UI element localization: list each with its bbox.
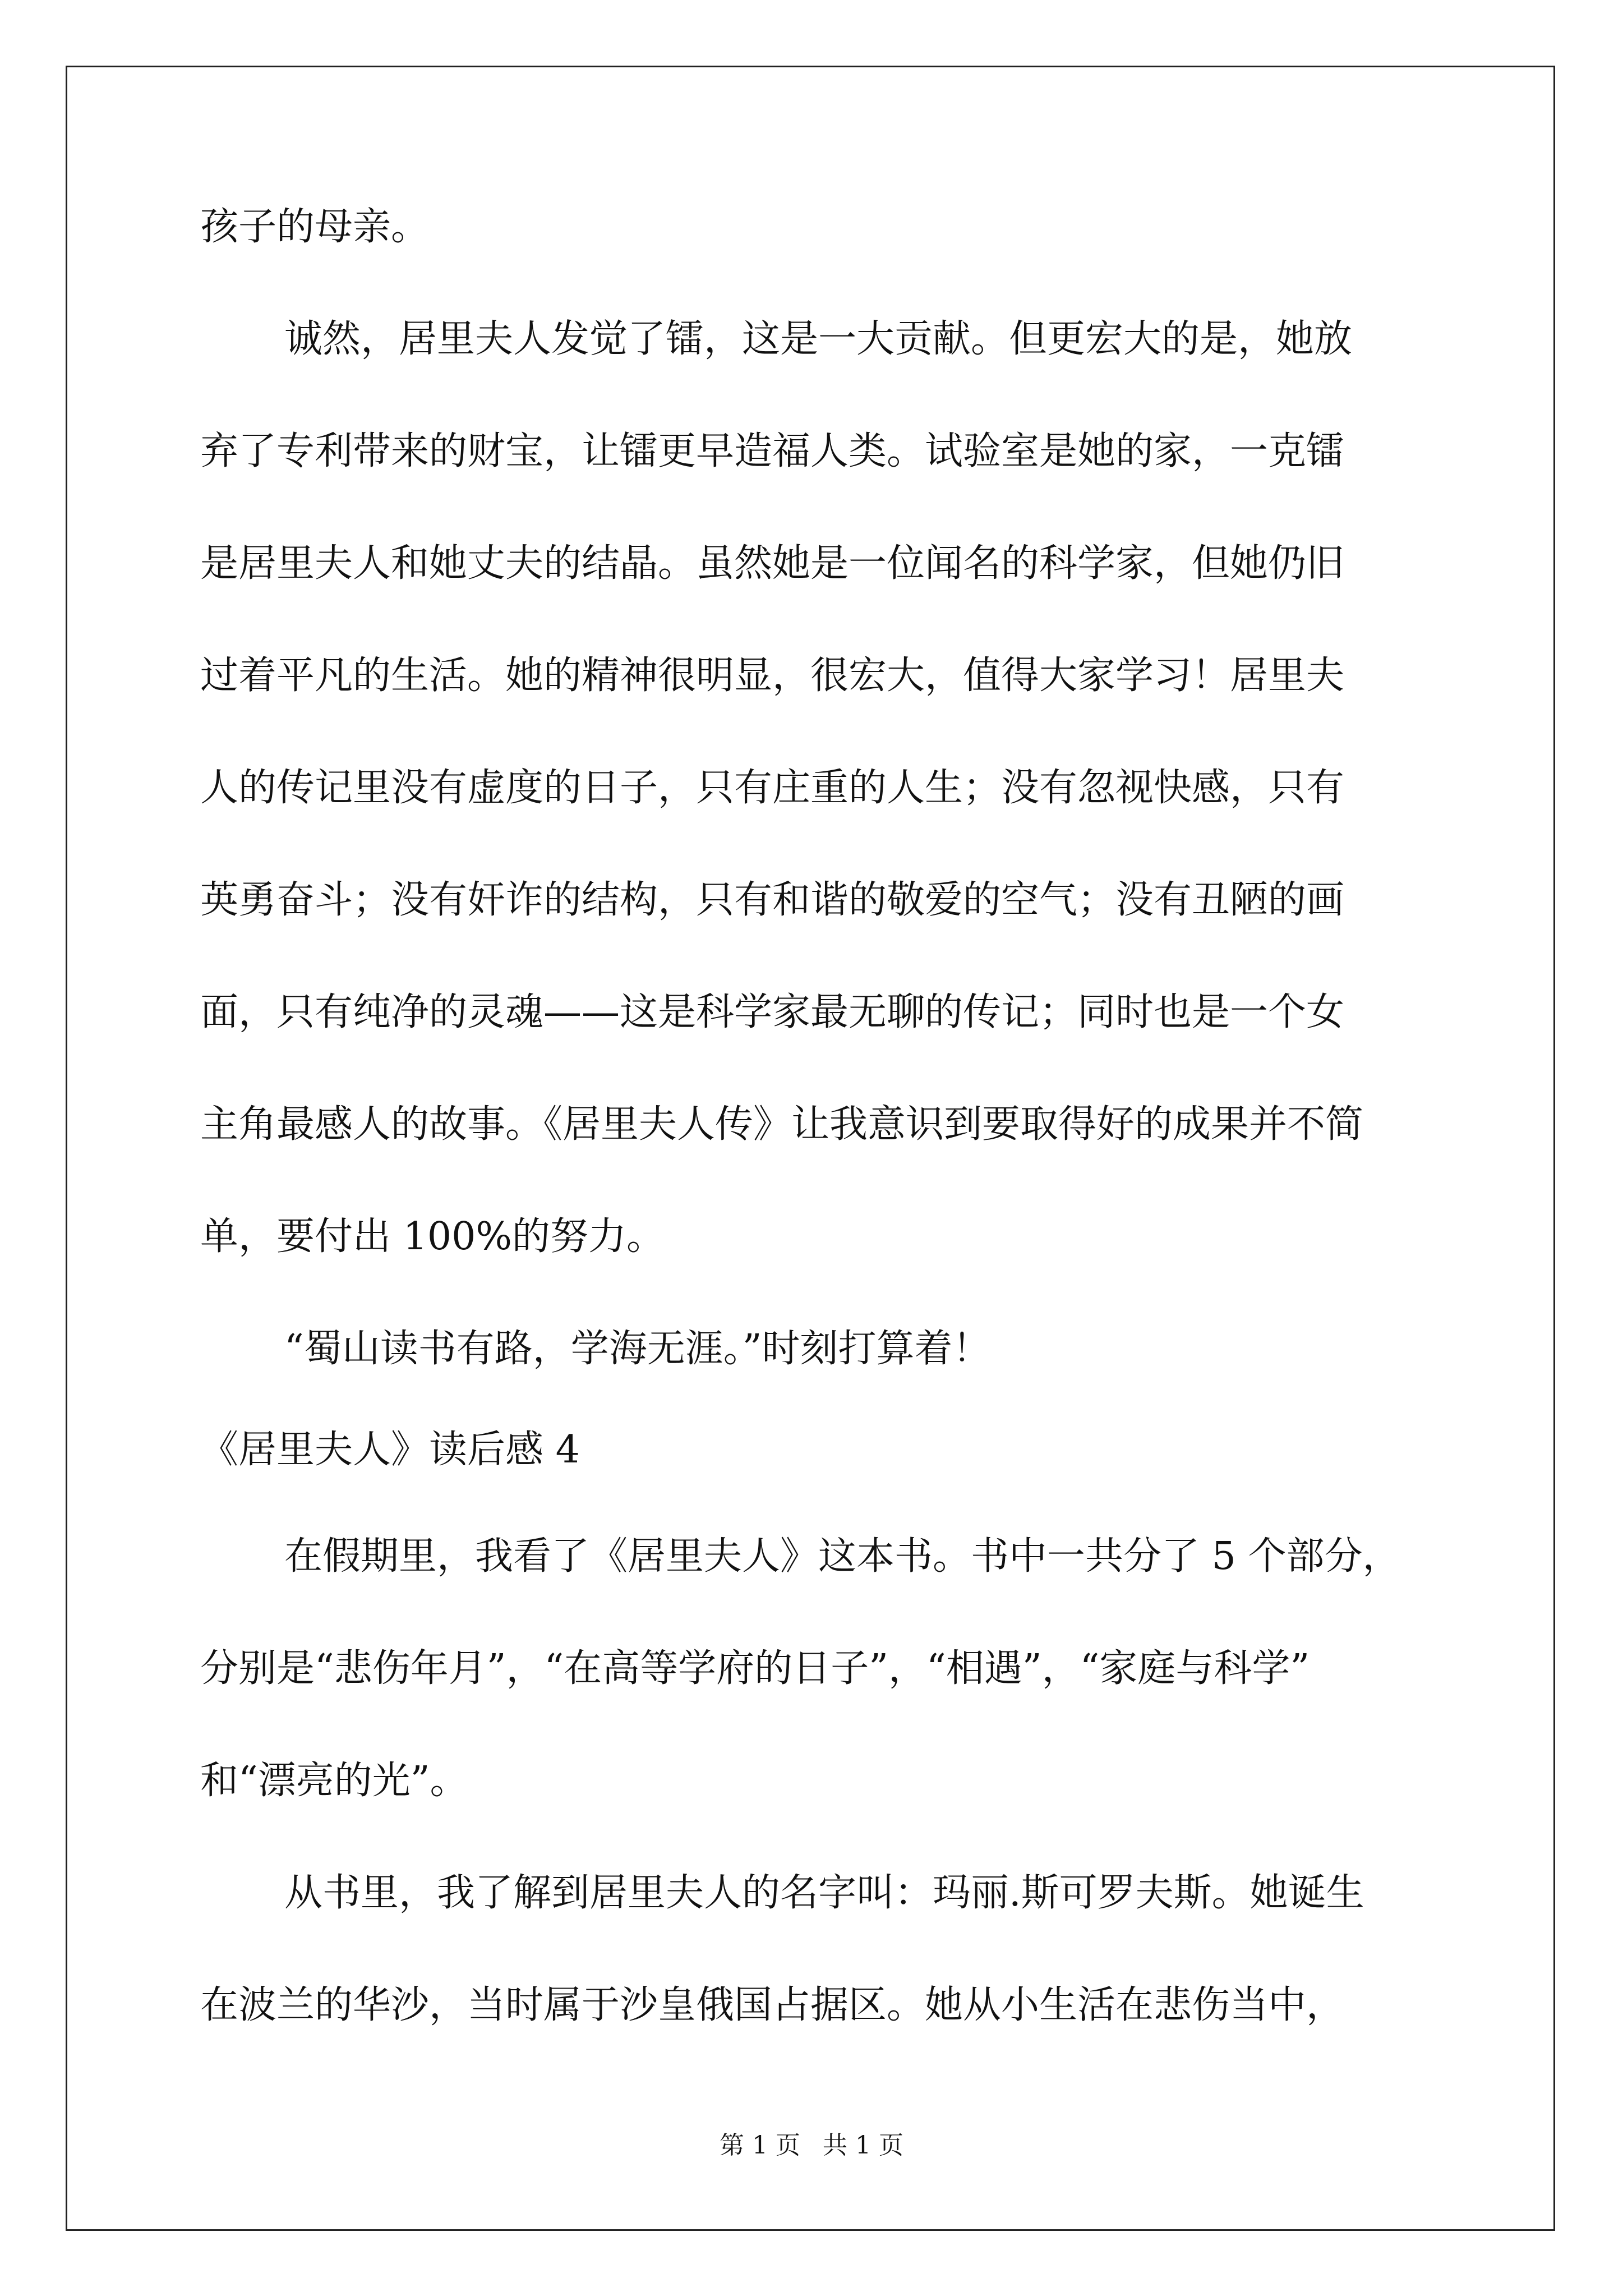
text-line: “蜀山读书有路，学海无涯。”时刻打算着！ — [284, 1327, 991, 1371]
text-line: 和“漂亮的光”。 — [200, 1759, 468, 1803]
text-line: 孩子的母亲。 — [200, 205, 430, 249]
text-line: 面，只有纯净的灵魂——这是科学家最无聊的传记；同时也是一个女 — [200, 990, 1345, 1034]
text-line: 在波兰的华沙，当时属于沙皇俄国占据区。她从小生活在悲伤当中， — [200, 1983, 1345, 2027]
page-number: 第 1 页 — [720, 2131, 800, 2160]
text-line: 主角最感人的故事。《居里夫人传》让我意识到要取得好的成果并不简 — [200, 1102, 1364, 1147]
text-line: 分别是“悲伤年月”，“在高等学府的日子”，“相遇”，“家庭与科学” — [200, 1646, 1310, 1691]
text-line: 单，要付出 100%的努力。 — [200, 1214, 665, 1259]
text-line: 是居里夫人和她丈夫的结晶。虽然她是一位闻名的科学家，但她仍旧 — [200, 541, 1345, 586]
page-footer — [0, 2129, 1623, 2162]
text-line: 在假期里，我看了《居里夫人》这本书。书中一共分了 5 个部分， — [284, 1534, 1401, 1579]
text-line: 诚然，居里夫人发觉了镭，这是一大贡献。但更宏大的是，她放 — [284, 317, 1353, 361]
text-line: 从书里，我了解到居里夫人的名字叫：玛丽.斯可罗夫斯。她诞生 — [284, 1871, 1364, 1915]
text-line: 过着平凡的生活。她的精神很明显，很宏大，值得大家学习！居里夫 — [200, 654, 1345, 698]
text-line: 英勇奋斗；没有奸诈的结构，只有和谐的敬爱的空气；没有丑陋的画 — [200, 878, 1345, 922]
text-line: 弃了专利带来的财宝，让镭更早造福人类。试验室是她的家，一克镭 — [200, 429, 1345, 473]
page-total: 共 1 页 — [823, 2131, 903, 2160]
text-line: 人的传记里没有虚度的日子，只有庄重的人生；没有忽视快感，只有 — [200, 766, 1345, 810]
section-heading: 《居里夫人》读后感 4 — [200, 1428, 580, 1472]
